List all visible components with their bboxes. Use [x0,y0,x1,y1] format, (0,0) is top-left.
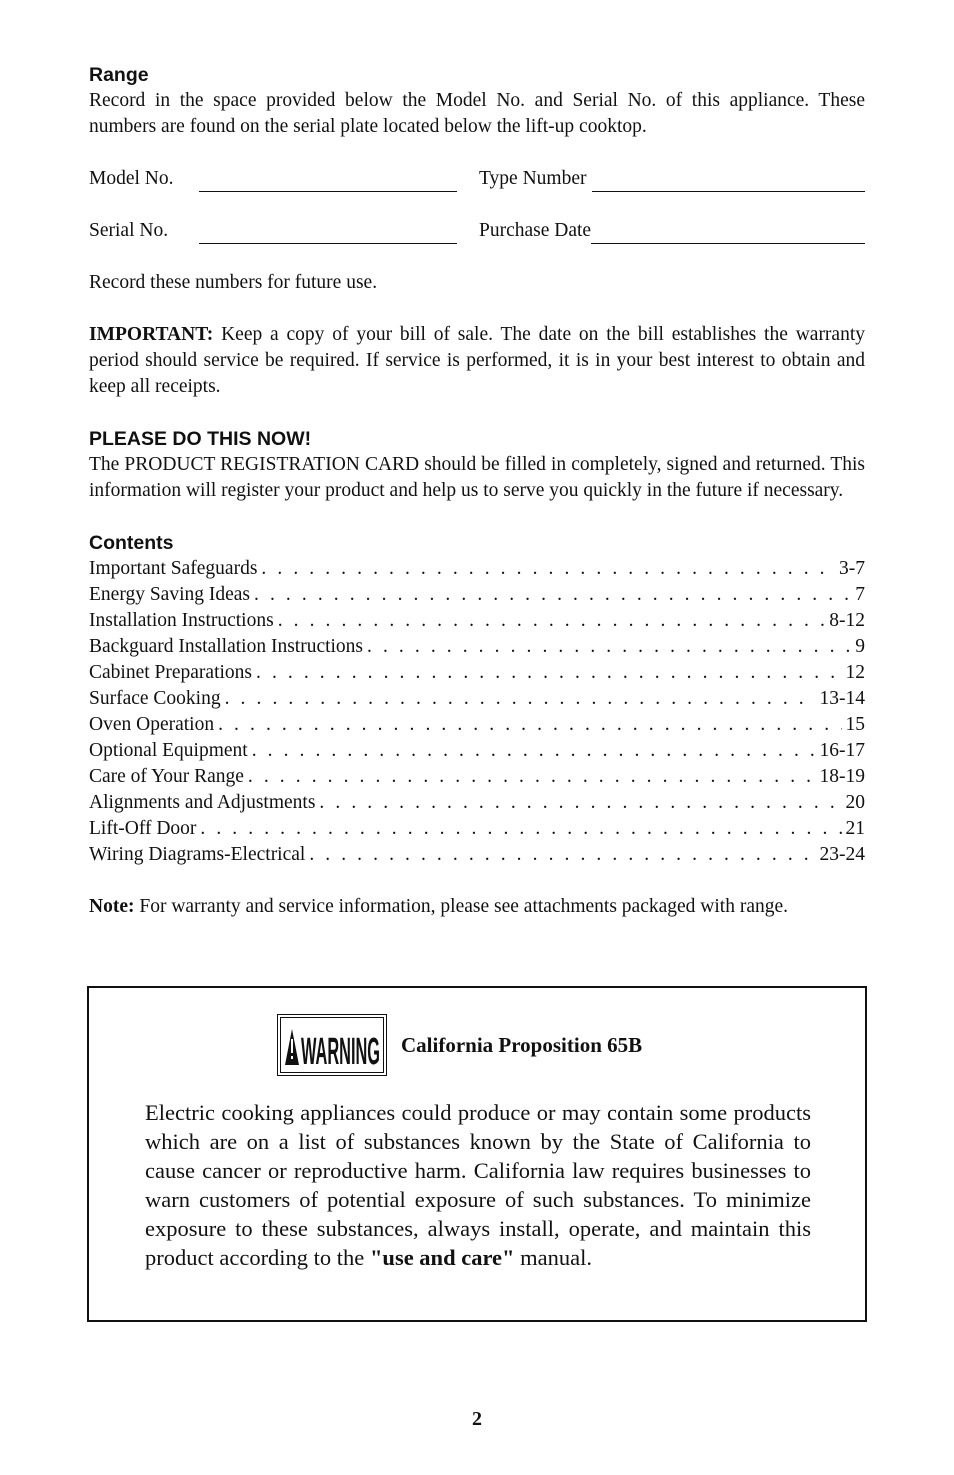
table-of-contents [89,556,865,868]
toc-title: Oven Operation [89,714,215,735]
toc-entry[interactable] [89,712,865,738]
model-number-blank[interactable] [199,173,457,192]
serial-purchase-row [89,218,865,244]
warning-body [145,1098,811,1272]
range-intro: Record in the space provided below the Model No. and Serial No. of this appliance. These numbers are found on the serial plate located below the lift-up cooktop. [89,90,865,137]
type-number-label: Type Number [479,168,587,189]
toc-title: Backguard Installation Instructions [89,636,364,657]
manual-page [89,62,865,920]
warning-logo [277,1014,387,1076]
warning-triangle-icon [282,1021,382,1069]
toc-entry[interactable] [89,582,865,608]
toc-entry[interactable] [89,738,865,764]
record-note: Record these numbers for future use. [89,272,378,293]
warning-body-end: manual. [514,1245,592,1270]
warranty-note [89,894,865,920]
toc-title: Installation Instructions [89,610,274,631]
toc-page: 16-17 [819,740,865,761]
toc-title: Wiring Diagrams-Electrical [89,844,306,865]
toc-page: 12 [845,662,865,683]
range-heading: Range [89,64,149,86]
toc-page: 20 [845,792,865,813]
please-do-heading: PLEASE DO THIS NOW! [89,428,312,450]
toc-entry[interactable] [89,842,865,868]
toc-page: 13-14 [819,688,865,709]
page-number: 2 [472,1408,482,1430]
important-label: IMPORTANT: [89,324,214,345]
toc-entry[interactable] [89,816,865,842]
toc-page: 3-7 [839,558,865,579]
toc-page: 7 [855,584,865,605]
note-text: For warranty and service information, please see attachments packaged with range. [134,896,789,917]
contents-heading: Contents [89,532,174,554]
toc-page: 23-24 [819,844,865,865]
warning-logo-text: WARNING [301,1031,380,1069]
note-label: Note: [89,896,135,917]
toc-entry[interactable] [89,556,865,582]
model-number-label: Model No. [89,168,174,189]
toc-title: Energy Saving Ideas [89,584,251,605]
toc-page: 9 [855,636,865,657]
toc-entry[interactable] [89,790,865,816]
important-paragraph [89,322,865,400]
toc-page: 18-19 [819,766,865,787]
model-type-row [89,166,865,192]
please-do-text: The PRODUCT REGISTRATION CARD should be filled in completely, signed and returned. This information will register your product and help us to serve you quickly in the future if necessary. [89,454,865,501]
toc-entry[interactable] [89,634,865,660]
toc-title: Surface Cooking [89,688,221,709]
toc-title: Optional Equipment [89,740,248,761]
toc-title: Care of Your Range [89,766,244,787]
warning-title: California Proposition 65B [401,1032,643,1057]
serial-number-blank[interactable] [199,225,457,244]
toc-page: 8-12 [829,610,865,631]
warning-body-emphasis: "use and care" [369,1245,515,1270]
toc-title: Cabinet Preparations [89,662,252,683]
toc-title: Important Safeguards [89,558,258,579]
purchase-date-label: Purchase Date [479,220,592,241]
warning-body-text: Electric cooking appliances could produce or may contain some products which are on a list of substances known by the State of California to cause cancer or reproductive harm. California law requires businesses to warn customers of potential exposure of such substances. To minimize exposure to these substances, always install, operate, and maintain this product according to the [145,1100,811,1270]
toc-page: 21 [845,818,865,839]
toc-page: 15 [845,714,865,735]
toc-title: Alignments and Adjustments [89,792,316,813]
warning-header [277,1014,642,1076]
toc-entry[interactable] [89,764,865,790]
serial-number-label: Serial No. [89,220,169,241]
toc-entry[interactable] [89,660,865,686]
toc-entry[interactable] [89,686,865,712]
toc-title: Lift-Off Door [89,818,197,839]
prop65-warning-box [87,986,867,1322]
important-text: Keep a copy of your bill of sale. The date on the bill establishes the warranty period should service be required. If service is performed, it is in your best interest to obtain and keep all receipts. [89,324,865,397]
purchase-date-blank[interactable] [591,225,865,244]
toc-entry[interactable] [89,608,865,634]
type-number-blank[interactable] [592,173,865,192]
